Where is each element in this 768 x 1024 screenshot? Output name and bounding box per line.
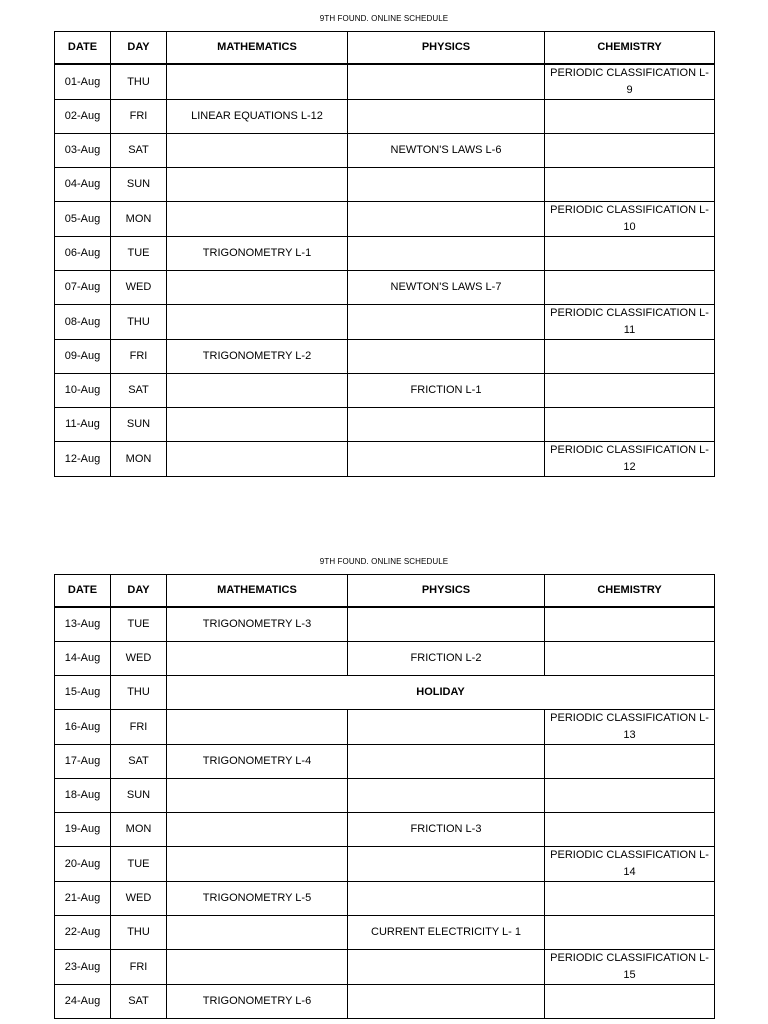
date-cell: 16-Aug <box>55 710 111 745</box>
physics-cell <box>348 950 545 985</box>
date-cell: 07-Aug <box>55 271 111 305</box>
chemistry-cell <box>545 100 715 134</box>
date-cell: 13-Aug <box>55 607 111 642</box>
table-row <box>55 100 715 134</box>
date-cell: 10-Aug <box>55 374 111 408</box>
date-cell: 11-Aug <box>55 408 111 442</box>
chemistry-cell <box>545 642 715 676</box>
mathematics-cell: TRIGONOMETRY L-2 <box>167 340 348 374</box>
day-cell: SAT <box>111 985 167 1019</box>
day-cell: THU <box>111 305 167 340</box>
table-row <box>55 676 715 710</box>
physics-cell <box>348 882 545 916</box>
physics-cell: FRICTION L-1 <box>348 374 545 408</box>
mathematics-cell <box>167 442 348 477</box>
mathematics-cell <box>167 779 348 813</box>
date-cell: 14-Aug <box>55 642 111 676</box>
header-physics: PHYSICS <box>348 575 545 608</box>
physics-cell: NEWTON'S LAWS L-7 <box>348 271 545 305</box>
sheet-title: 9TH FOUND. ONLINE SCHEDULE <box>319 557 449 566</box>
table-row <box>55 642 715 676</box>
day-cell: WED <box>111 271 167 305</box>
chemistry-cell: PERIODIC CLASSIFICATION L-10 <box>545 202 715 237</box>
table-row <box>55 710 715 745</box>
physics-cell <box>348 340 545 374</box>
day-cell: WED <box>111 642 167 676</box>
table-row <box>55 442 715 477</box>
table-row <box>55 237 715 271</box>
chemistry-cell <box>545 916 715 950</box>
chemistry-cell <box>545 779 715 813</box>
table-row <box>55 202 715 237</box>
header-chemistry: CHEMISTRY <box>545 32 715 65</box>
physics-cell <box>348 745 545 779</box>
physics-cell <box>348 779 545 813</box>
date-cell: 02-Aug <box>55 100 111 134</box>
day-cell: SUN <box>111 168 167 202</box>
sheet-title: 9TH FOUND. ONLINE SCHEDULE <box>319 14 449 23</box>
day-cell: TUE <box>111 847 167 882</box>
physics-cell: FRICTION L-2 <box>348 642 545 676</box>
header-chemistry: CHEMISTRY <box>545 575 715 608</box>
schedule-table <box>54 574 715 1019</box>
physics-cell <box>348 305 545 340</box>
mathematics-cell <box>167 202 348 237</box>
date-cell: 23-Aug <box>55 950 111 985</box>
table-row <box>55 271 715 305</box>
chemistry-cell: PERIODIC CLASSIFICATION L-13 <box>545 710 715 745</box>
physics-cell <box>348 202 545 237</box>
table-row <box>55 340 715 374</box>
header-date: DATE <box>55 32 111 65</box>
table-row <box>55 745 715 779</box>
header-row <box>55 32 715 65</box>
date-cell: 01-Aug <box>55 64 111 100</box>
mathematics-cell <box>167 134 348 168</box>
chemistry-cell <box>545 374 715 408</box>
date-cell: 24-Aug <box>55 985 111 1019</box>
table-row <box>55 847 715 882</box>
date-cell: 06-Aug <box>55 237 111 271</box>
date-cell: 21-Aug <box>55 882 111 916</box>
mathematics-cell <box>167 642 348 676</box>
header-mathematics: MATHEMATICS <box>167 32 348 65</box>
mathematics-cell <box>167 813 348 847</box>
chemistry-cell <box>545 882 715 916</box>
day-cell: TUE <box>111 237 167 271</box>
day-cell: SAT <box>111 134 167 168</box>
header-row <box>55 575 715 608</box>
chemistry-cell <box>545 408 715 442</box>
table-row <box>55 985 715 1019</box>
schedule-table <box>54 31 715 477</box>
mathematics-cell <box>167 374 348 408</box>
table-row <box>55 305 715 340</box>
chemistry-cell <box>545 340 715 374</box>
physics-cell: FRICTION L-3 <box>348 813 545 847</box>
day-cell: FRI <box>111 340 167 374</box>
date-cell: 12-Aug <box>55 442 111 477</box>
day-cell: FRI <box>111 950 167 985</box>
physics-cell: NEWTON'S LAWS L-6 <box>348 134 545 168</box>
table-row <box>55 134 715 168</box>
chemistry-cell: PERIODIC CLASSIFICATION L-11 <box>545 305 715 340</box>
day-cell: FRI <box>111 710 167 745</box>
chemistry-cell: PERIODIC CLASSIFICATION L-15 <box>545 950 715 985</box>
physics-cell <box>348 408 545 442</box>
chemistry-cell <box>545 271 715 305</box>
mathematics-cell <box>167 64 348 100</box>
mathematics-cell: TRIGONOMETRY L-3 <box>167 607 348 642</box>
physics-cell: CURRENT ELECTRICITY L- 1 <box>348 916 545 950</box>
physics-cell <box>348 985 545 1019</box>
mathematics-cell <box>167 408 348 442</box>
mathematics-cell <box>167 916 348 950</box>
day-cell: SAT <box>111 745 167 779</box>
chemistry-cell <box>545 813 715 847</box>
mathematics-cell: LINEAR EQUATIONS L-12 <box>167 100 348 134</box>
day-cell: MON <box>111 442 167 477</box>
table-row <box>55 408 715 442</box>
chemistry-cell <box>545 745 715 779</box>
date-cell: 18-Aug <box>55 779 111 813</box>
day-cell: FRI <box>111 100 167 134</box>
table-row <box>55 168 715 202</box>
mathematics-cell <box>167 168 348 202</box>
day-cell: SUN <box>111 779 167 813</box>
table-row <box>55 607 715 642</box>
day-cell: WED <box>111 882 167 916</box>
table-row <box>55 950 715 985</box>
mathematics-cell <box>167 305 348 340</box>
date-cell: 17-Aug <box>55 745 111 779</box>
mathematics-cell <box>167 847 348 882</box>
mathematics-cell <box>167 271 348 305</box>
table-row <box>55 916 715 950</box>
table-row <box>55 882 715 916</box>
chemistry-cell: PERIODIC CLASSIFICATION L-12 <box>545 442 715 477</box>
physics-cell <box>348 847 545 882</box>
mathematics-cell: TRIGONOMETRY L-5 <box>167 882 348 916</box>
date-cell: 22-Aug <box>55 916 111 950</box>
date-cell: 05-Aug <box>55 202 111 237</box>
chemistry-cell <box>545 237 715 271</box>
physics-cell <box>348 607 545 642</box>
header-day: DAY <box>111 32 167 65</box>
physics-cell <box>348 168 545 202</box>
mathematics-cell: TRIGONOMETRY L-6 <box>167 985 348 1019</box>
mathematics-cell: TRIGONOMETRY L-1 <box>167 237 348 271</box>
day-cell: MON <box>111 202 167 237</box>
day-cell: THU <box>111 916 167 950</box>
day-cell: MON <box>111 813 167 847</box>
chemistry-cell <box>545 985 715 1019</box>
table-row <box>55 813 715 847</box>
header-day: DAY <box>111 575 167 608</box>
chemistry-cell: PERIODIC CLASSIFICATION L-14 <box>545 847 715 882</box>
chemistry-cell <box>545 607 715 642</box>
day-cell: TUE <box>111 607 167 642</box>
chemistry-cell <box>545 168 715 202</box>
date-cell: 19-Aug <box>55 813 111 847</box>
physics-cell <box>348 442 545 477</box>
day-cell: SUN <box>111 408 167 442</box>
date-cell: 15-Aug <box>55 676 111 710</box>
physics-cell <box>348 64 545 100</box>
header-mathematics: MATHEMATICS <box>167 575 348 608</box>
header-date: DATE <box>55 575 111 608</box>
chemistry-cell: PERIODIC CLASSIFICATION L-9 <box>545 64 715 100</box>
table-row <box>55 779 715 813</box>
date-cell: 08-Aug <box>55 305 111 340</box>
physics-cell <box>348 710 545 745</box>
mathematics-cell <box>167 950 348 985</box>
date-cell: 09-Aug <box>55 340 111 374</box>
day-cell: SAT <box>111 374 167 408</box>
date-cell: 04-Aug <box>55 168 111 202</box>
holiday-cell: HOLIDAY <box>167 676 715 710</box>
mathematics-cell: TRIGONOMETRY L-4 <box>167 745 348 779</box>
header-physics: PHYSICS <box>348 32 545 65</box>
table-row <box>55 64 715 100</box>
physics-cell <box>348 100 545 134</box>
physics-cell <box>348 237 545 271</box>
chemistry-cell <box>545 134 715 168</box>
date-cell: 03-Aug <box>55 134 111 168</box>
date-cell: 20-Aug <box>55 847 111 882</box>
table-row <box>55 374 715 408</box>
mathematics-cell <box>167 710 348 745</box>
day-cell: THU <box>111 676 167 710</box>
day-cell: THU <box>111 64 167 100</box>
